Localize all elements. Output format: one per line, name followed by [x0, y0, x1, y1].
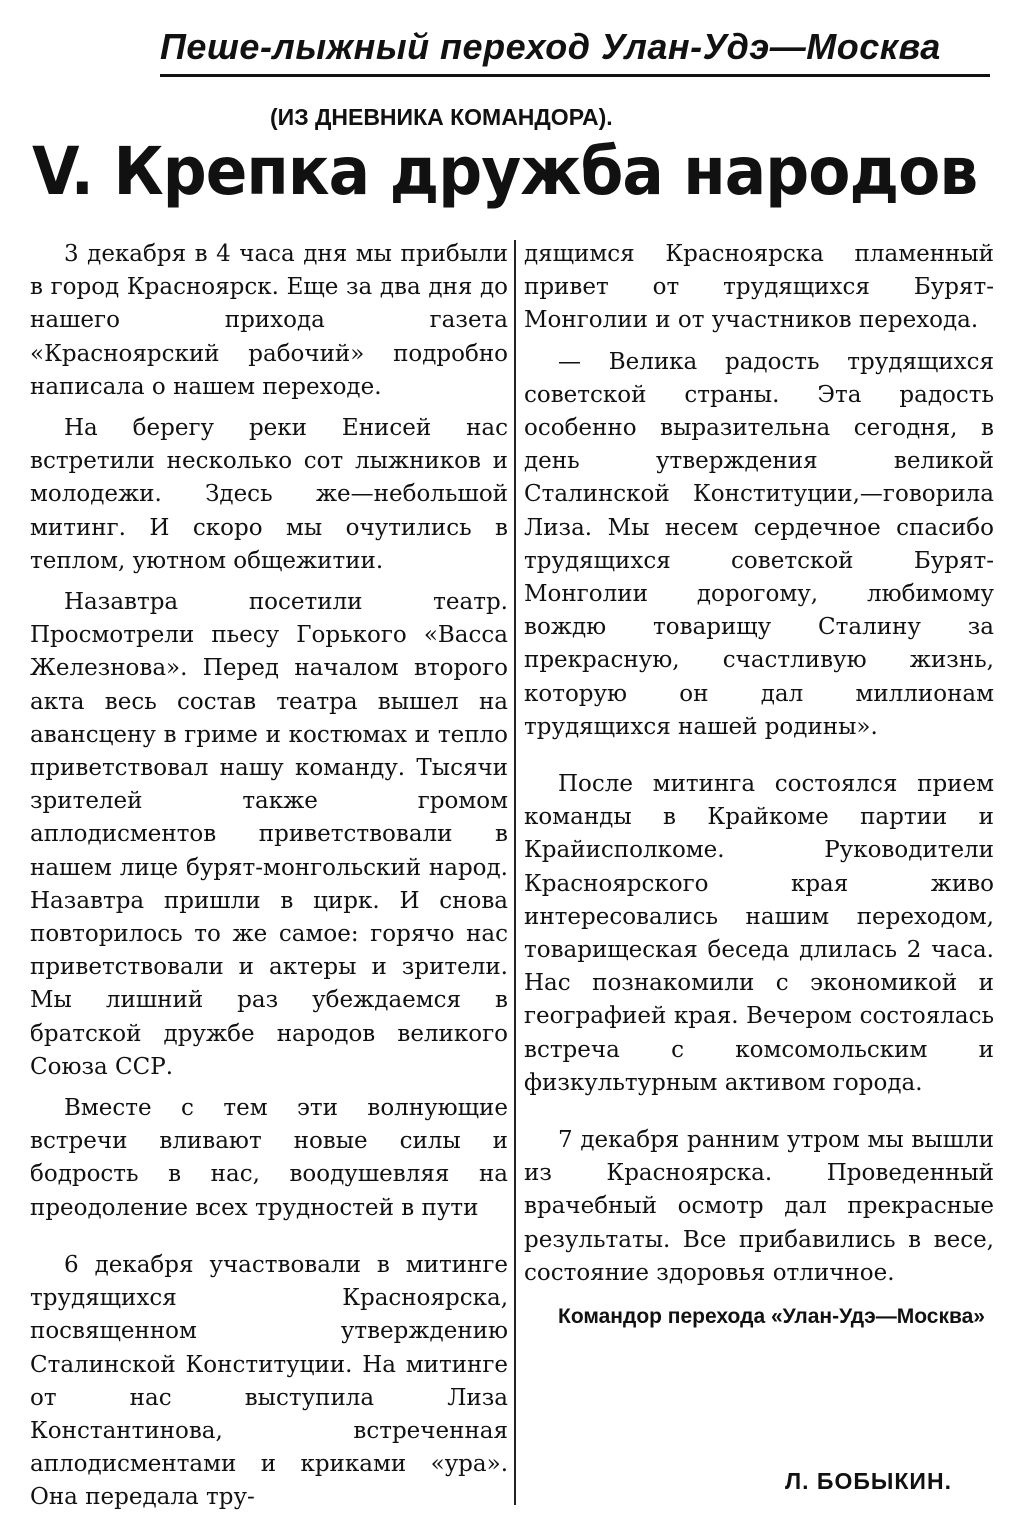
paragraph: 7 декабря ранним утром мы вышли из Красноярска. Проведенный врачебный осмотр дал прекрасные результаты. Все прибавились в весе, состояние здоровья отличное.: [524, 1127, 994, 1286]
paragraph: Вместе с тем эти волнующие встречи вливают новые силы и бодрость в нас, воодушевляя на преодоление всех трудностей в пути: [30, 1095, 508, 1221]
signature-line: Командор перехода «Улан-Удэ—Москва»: [558, 1305, 985, 1329]
paragraph: 6 декабря участвовали в митинге трудящихся Красноярска, посвященном утверждению Сталинской Конституции. На митинге от нас выступила Лиза Константинова, встреченная аплодисментами и криками «ура». Она передала тру-: [30, 1251, 508, 1511]
paragraph: Назавтра посетили театр. Просмотрели пьесу Горького «Васса Железнова». Перед началом второго акта весь состав театра вышел на авансцену в гриме и костюмах и тепло приветствовал нашу команду. Тысячи зрителей также громом аплодисментов приветствовали в нашем лице бурят-монгольский народ. Назавтра пришли в цирк. И снова повторилось то же самое: горячо нас приветствовали и актеры и зрители. Мы лишний раз убеждаемся в братской дружбе народов великого Союза ССР.: [30, 589, 508, 1080]
paragraph: 3 декабря в 4 часа дня мы прибыли в город Красноярск. Еще за два дня до нашего прихода газета «Красноярский рабочий» подробно написала о нашем переходе.: [30, 241, 508, 400]
paragraph: — Велика радость трудящихся советской страны. Эта радость особенно выразительна сегодня, в день утверждения великой Сталинской Конституции,—говорила Лиза. Мы несем сердечное спасибо трудящихся советской Бурят-Монголии дорогому, любимому вождю товарищу Сталину за прекрасную, счастливую жизнь, которую он дал миллионам трудящихся нашей родины».: [524, 348, 994, 740]
paragraph: На берегу реки Енисей нас встретили несколько сот лыжников и молодежи. Здесь же—небольшой митинг. И скоро мы очутились в теплом, уютном общежитии.: [30, 415, 508, 574]
author-signature: Л. БОБЫКИН.: [785, 1468, 952, 1494]
article-headline: V. Крепка дружба народов: [32, 133, 978, 210]
left-column: [30, 238, 508, 1515]
column-divider: [514, 240, 516, 1505]
right-column: [524, 238, 994, 1334]
article-subtitle: (ИЗ ДНЕВНИКА КОМАНДОРА).: [270, 104, 613, 130]
article-kicker: Пеше-лыжный переход Улан-Удэ—Москва: [160, 26, 941, 67]
paragraph: После митинга состоялся прием команды в Крайкоме партии и Крайисполкоме. Руководители Красноярского края живо интересовались нашим переходом, товарищеская беседа длилась 2 часа. Нас познакомили с экономикой и географией края. Вечером состоялась встреча с комсомольским и физкультурным активом города.: [524, 771, 994, 1096]
paragraph: дящимся Красноярска пламенный привет от трудящихся Бурят-Монголии и от участников перехода.: [524, 241, 994, 334]
kicker-underline: [160, 74, 990, 77]
